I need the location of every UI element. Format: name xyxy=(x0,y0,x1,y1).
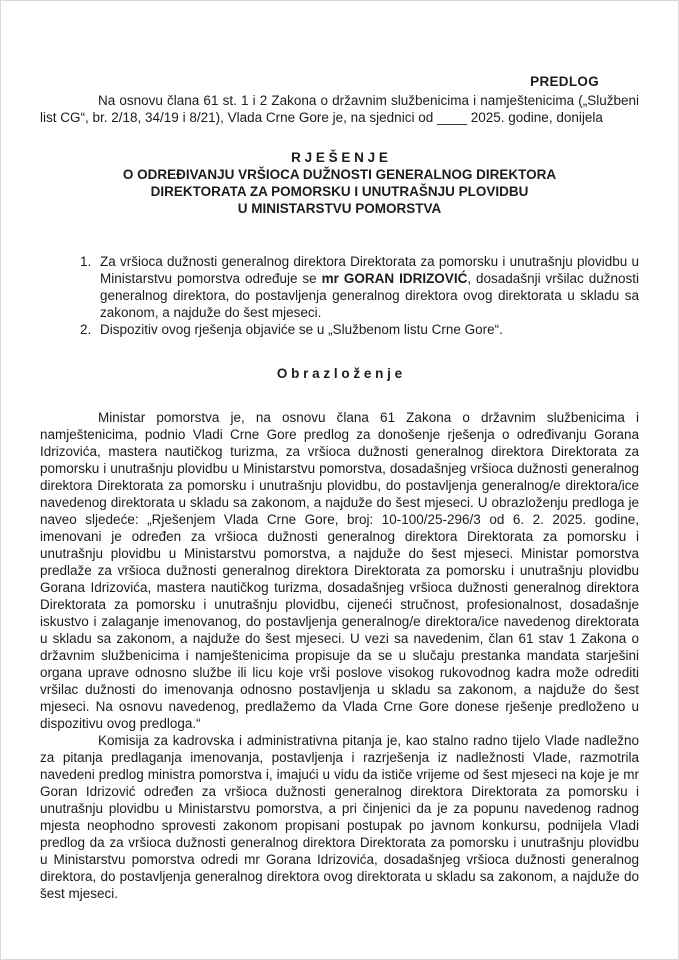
list-item-1-text xyxy=(100,253,639,321)
explanation-paragraph-2: Komisija za kadrovska i administrativna pitanja je, kao stalno radno tijelo Vlade nadležno za pitanja predlaganja imenovanja, postavljenja i razrješenja iz nadležnosti Vlade, razmotrila navedeni predlog ministra pomorstva i, imajući u vidu da ističe vrijeme od šest mjeseci na koje je mr Goran Idrizović određen za vršioca dužnosti generalnog direktora Direktorata za pomorsku i unutrašnju plovidbu u Ministarstvu pomorstva, a pri činjenici da je za popunu navedenog radnog mjesta neophodno sprovesti zakonom propisani postupak po javnom konkursu, podnijela Vladi predlog da za vršioca dužnosti generalnog direktora Direktorata za pomorsku i unutrašnju plovidbu u Ministarstvu pomorstva odredi mr Gorana Idrizovića, dosadašnjeg vršioca dužnosti generalnog direktora, do postavljenja generalnog direktora ovog direktorata u skladu sa zakonom, a najduže do šest mjeseci. xyxy=(40,733,639,901)
decision-subtitle-line-2: DIREKTORATA ZA POMORSKU I UNUTRAŠNJU PLOVIDBU xyxy=(150,184,529,199)
intro-paragraph: Na osnovu člana 61 st. 1 i 2 Zakona o državnim službenicima i namještenicima („Službeni list CG“, br. 2/18, 34/19 i 8/21), Vlada Crne Gore je, na sjednici od ____ 2025. godine, donijela xyxy=(40,93,639,125)
list-item-1-text-after: , dosadašnji vršilac dužnosti generalnog direktora, do postavljenja generalnog direktora ovog direktorata u skladu sa zakonom, a najduže do šest mjeseci. xyxy=(100,271,640,320)
decision-title: R J E Š E N J E xyxy=(291,150,388,165)
explanation-title: O b r a z l o ž e n j e xyxy=(276,366,403,381)
list-item-1-number: 1. xyxy=(80,254,92,269)
explanation-paragraph-1: Ministar pomorstva je, na osnovu člana 61 Zakona o državnim službenicima i namještenicima, podnio Vladi Crne Gore predlog za donošenje rješenja o određivanju Gorana Idrizovića, mastera nautičkog turizma, za vršioca dužnosti generalnog direktora Direktorata za pomorsku i unutrašnju plovidbu u Ministarstvu pomorstva, dosadašnjeg vršioca dužnosti generalnog direktora Direktorata za pomorsku i unutrašnju plovidbu, do postavljenja generalnog/e direktora/ice navedenog direktorata u skladu sa zakonom, a najduže do šest mjeseci. U obrazloženju predloga je naveo sljedeće: „Rješenjem Vlada Crne Gore, broj: 10-100/25-296/3 od 6. 2. 2025. godine, imenovani je određen za vršioca dužnosti generalnog direktora Direktorata za pomorsku i unutrašnju plovidbu u Ministarstvu pomorstva, a najduže do šest mjeseci. Ministar pomorstva predlaže za vršioca dužnosti generalnog direktora Direktorata za pomorsku i unutrašnju plovidbu Gorana Idrizovića, mastera nautičkog turizma, dosadašnjeg vršioca dužnosti generalnog direktora Direktorata za pomorsku i unutrašnju plovidbu, cijeneći stručnost, profesionalnost, dosadašnje iskustvo i zalaganje imenovanog, do postavljenja generalnog/e direktora/ice navedenog direktorata u skladu sa zakonom, a najduže do šest mjeseci. U vezi sa navedenim, član 61 stav 1 Zakona o državnim službenicima i namještenicima propisuje da se u slučaju prestanka mandata starješini organa uprave odnosno službe ili licu koje vrši poslove visokog rukovodnog kadra može odrediti vršilac dužnosti do imenovanja odnosno postavljenja u skladu sa zakonom, a najduže do šest mjeseci. Na osnovu navedenog, predlažemo da Vlada Crne Gore donese rješenje predloženo u dispozitivu ovog predloga.“ xyxy=(40,410,639,731)
list-item-2-number: 2. xyxy=(80,322,92,337)
list-item-2-text: Dispozitiv ovog rješenja objaviće se u „Službenom listu Crne Gore“. xyxy=(100,322,503,337)
decision-subtitle-line-3: U MINISTARSTVU POMORSTVA xyxy=(237,201,442,216)
decision-title-block xyxy=(40,149,639,217)
list-item-1 xyxy=(80,253,639,321)
list-item-1-name-bold: mr GORAN IDRIZOVIĆ xyxy=(321,271,468,286)
list-item-2 xyxy=(80,321,639,338)
decision-subtitle-line-1: O ODREĐIVANJU VRŠIOCA DUŽNOSTI GENERALNOG DIREKTORA xyxy=(122,167,557,182)
decision-items-list xyxy=(80,253,639,338)
list-item-1-text-before: Za vršioca dužnosti generalnog direktora Direktorata za pomorsku i unutrašnju plovidbu u Ministarstvu pomorstva određuje se xyxy=(100,254,639,286)
document-label-predlog: PREDLOG xyxy=(530,74,599,89)
